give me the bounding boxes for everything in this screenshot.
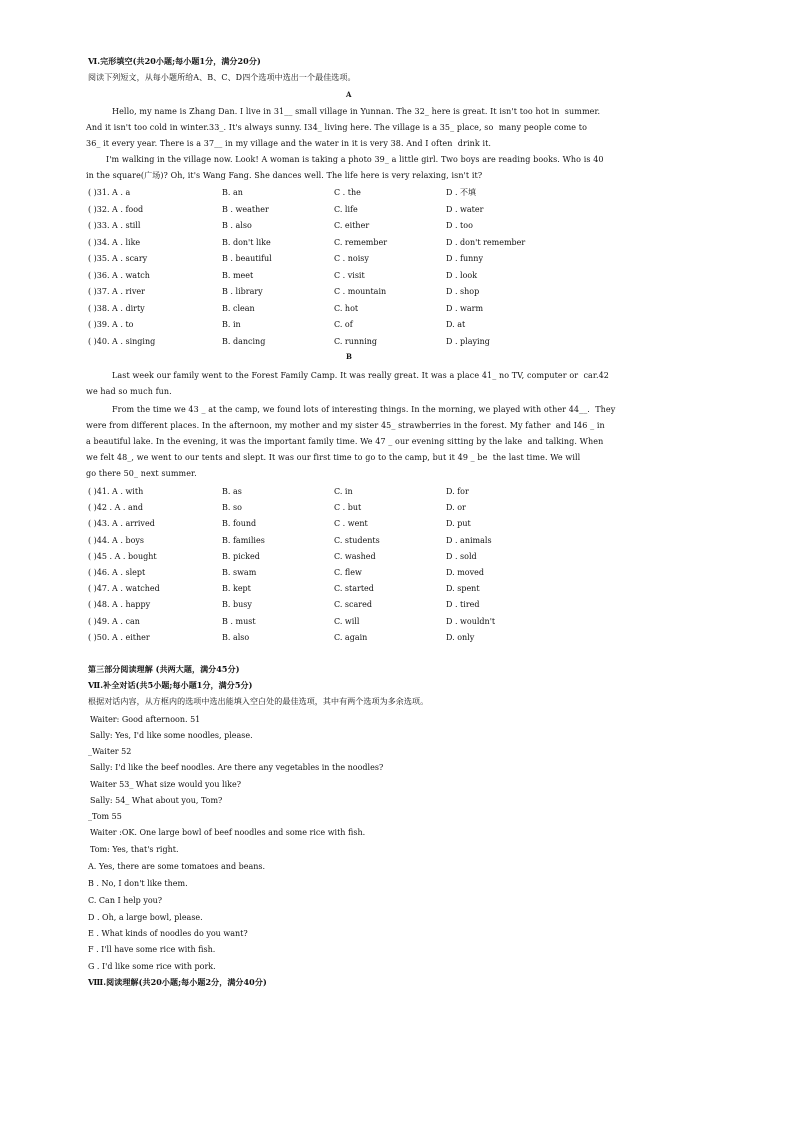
- question-row: [0, 303, 794, 315]
- question-row: [0, 270, 794, 282]
- dialogue-line: Tom: Yes, that's right.: [90, 845, 179, 854]
- question-option-a: ( )32. A . food: [88, 204, 144, 214]
- question-option-d: D . warm: [446, 303, 484, 313]
- question-option-a: ( )41. A . with: [88, 487, 144, 496]
- question-option-b: B. picked: [222, 551, 260, 561]
- question-option-b: B. so: [222, 503, 242, 513]
- question-option-b: B. found: [222, 519, 257, 529]
- question-option-d: D . too: [446, 221, 473, 230]
- question-row: [0, 336, 794, 348]
- question-option-b: B. don't like: [222, 237, 271, 247]
- question-option-b: B . library: [222, 287, 263, 296]
- dialogue-line: _Waiter 52: [88, 747, 132, 756]
- question-row: [0, 567, 794, 579]
- question-option-c: C. scared: [334, 600, 372, 610]
- question-option-b: B . beautiful: [222, 254, 272, 263]
- dialogue-line: Waiter: Good afternoon. 51: [90, 715, 201, 724]
- question-option-a: ( )40. A . singing: [88, 336, 156, 346]
- question-row: [0, 583, 794, 595]
- question-option-c: C . the: [334, 188, 361, 197]
- question-row: [0, 253, 794, 265]
- option-line: F . I'll have some rice with fish.: [88, 945, 216, 954]
- question-option-a: ( )48. A . happy: [88, 600, 151, 610]
- question-option-a: ( )49. A . can: [88, 616, 140, 626]
- passage-a-line: 36_ it every year. There is a 37__ in my village and the water in it is very 38. And I often drink it.: [86, 139, 492, 148]
- question-option-d: D . 不填: [446, 188, 477, 197]
- question-row: [0, 599, 794, 611]
- option-line: G . I'd like some rice with pork.: [88, 962, 216, 971]
- question-option-d: D . funny: [446, 254, 483, 263]
- question-option-b: B. in: [222, 320, 241, 329]
- question-row: [0, 518, 794, 530]
- section8-header: Ⅷ.阅读理解(共20小题;每小题2分，满分40分): [88, 977, 267, 987]
- question-option-c: C . visit: [334, 270, 365, 280]
- passage-b-label: B: [346, 352, 352, 361]
- question-option-b: B. kept: [222, 584, 251, 594]
- passage-a-line: And it isn't too cold in winter.33_. It's always sunny. I34_ living here. The village is a 35_ place, so many people come to: [86, 123, 587, 132]
- question-option-d: D . don't remember: [446, 237, 526, 247]
- question-option-a: ( )42 . A . and: [88, 503, 144, 513]
- question-option-d: D . animals: [446, 535, 492, 545]
- question-option-b: B. as: [222, 487, 242, 496]
- question-option-a: ( )31. A . a: [88, 188, 131, 197]
- dialogue-line: Sally: I'd like the beef noodles. Are there any vegetables in the noodles?: [90, 763, 384, 772]
- question-option-d: D . sold: [446, 551, 477, 561]
- question-option-b: B. busy: [222, 600, 252, 610]
- passage-b-line: we felt 48_, we went to our tents and slept. It was our first time to go to the camp, but it 49 _ be the last time. We will: [86, 453, 581, 462]
- question-option-c: C. again: [334, 632, 368, 642]
- question-option-d: D. at: [446, 320, 466, 329]
- question-option-c: C . went: [334, 519, 368, 529]
- section6-instruction: 阅读下列短文，从每小题所给A、B、C、D四个选项中选出一个最佳选项。: [88, 73, 356, 82]
- question-option-d: D. only: [446, 632, 475, 642]
- question-row: [0, 632, 794, 644]
- question-option-c: C. hot: [334, 303, 359, 313]
- question-option-c: C . mountain: [334, 287, 387, 296]
- question-option-a: ( )46. A . slept: [88, 568, 146, 577]
- question-option-a: ( )39. A . to: [88, 320, 134, 329]
- dialogue-line: Sally: 54_ What about you, Tom?: [90, 796, 223, 805]
- question-row: [0, 551, 794, 563]
- passage-a-label: A: [346, 90, 352, 99]
- option-line: C. Can I help you?: [88, 896, 163, 905]
- question-option-a: ( )36. A . watch: [88, 270, 150, 280]
- option-line: A. Yes, there are some tomatoes and beans.: [88, 862, 266, 871]
- question-option-b: B. swam: [222, 568, 257, 577]
- passage-a-line: Hello, my name is Zhang Dan. I live in 31__ small village in Yunnan. The 32_ here is great. It isn't too hot in summer.: [112, 107, 601, 116]
- dialogue-line: _Tom 55: [88, 812, 122, 821]
- question-option-d: D. or: [446, 503, 466, 513]
- question-option-d: D . tired: [446, 600, 480, 610]
- question-option-d: D . water: [446, 204, 484, 214]
- question-option-b: B . weather: [222, 204, 269, 214]
- question-option-c: C . noisy: [334, 254, 369, 263]
- question-row: [0, 220, 794, 232]
- passage-a-line: in the square(广场)? Oh, it's Wang Fang. She dances well. The life here is very relaxing, isn't it?: [86, 171, 483, 180]
- question-option-d: D . look: [446, 270, 478, 280]
- part3-header: 第三部分阅读理解 (共两大题，满分45分): [88, 664, 240, 674]
- passage-b-line: Last week our family went to the Forest Family Camp. It was really great. It was a place 41_ no TV, computer or car.42: [112, 371, 609, 380]
- question-row: [0, 616, 794, 628]
- question-option-a: ( )43. A . arrived: [88, 519, 155, 529]
- passage-b-line: From the time we 43 _ at the camp, we found lots of interesting things. In the morning, we played with other 44__. They: [112, 405, 616, 414]
- passage-a-line: I'm walking in the village now. Look! A woman is taking a photo 39_ a little girl. Two boys are reading books. Who is 40: [106, 155, 604, 164]
- question-option-d: D . wouldn't: [446, 616, 496, 626]
- question-option-b: B . also: [222, 221, 252, 230]
- question-option-c: C. washed: [334, 551, 376, 561]
- question-option-c: C. of: [334, 320, 353, 329]
- question-option-a: ( )34. A . like: [88, 237, 141, 247]
- question-option-c: C. started: [334, 584, 374, 594]
- question-option-b: B. also: [222, 632, 250, 642]
- question-option-d: D. spent: [446, 584, 480, 594]
- question-row: [0, 535, 794, 547]
- question-option-a: ( )33. A . still: [88, 221, 141, 230]
- section6-header: Ⅵ.完形填空(共20小题;每小题1分，满分20分): [88, 56, 261, 66]
- question-row: [0, 237, 794, 249]
- question-row: [0, 319, 794, 331]
- question-option-c: C. in: [334, 487, 353, 496]
- question-option-c: C. students: [334, 535, 380, 545]
- question-option-a: ( )44. A . boys: [88, 535, 145, 545]
- question-row: [0, 486, 794, 498]
- option-line: B . No, I don't like them.: [88, 879, 188, 888]
- question-option-c: C. flew: [334, 568, 362, 577]
- question-option-c: C. running: [334, 336, 378, 346]
- question-option-d: D . shop: [446, 287, 480, 296]
- question-option-a: ( )47. A . watched: [88, 584, 160, 594]
- option-line: D . Oh, a large bowl, please.: [88, 913, 203, 922]
- question-option-b: B . must: [222, 616, 256, 626]
- dialogue-line: Waiter 53_ What size would you like?: [90, 780, 242, 789]
- question-option-b: B. clean: [222, 303, 255, 313]
- question-option-c: C. remember: [334, 237, 388, 247]
- question-option-d: D. for: [446, 487, 469, 496]
- section7-header: Ⅶ.补全对话(共5小题;每小题1分，满分5分): [88, 680, 253, 690]
- question-option-c: C. life: [334, 204, 358, 214]
- question-option-c: C . but: [334, 503, 362, 513]
- passage-b-line: go there 50_ next summer.: [86, 469, 197, 478]
- dialogue-line: Sally: Yes, I'd like some noodles, please.: [90, 731, 253, 740]
- question-row: [0, 286, 794, 298]
- question-option-a: ( )50. A . either: [88, 632, 150, 642]
- question-option-b: B. an: [222, 188, 243, 197]
- question-row: [0, 502, 794, 514]
- question-option-c: C. either: [334, 221, 370, 230]
- question-option-b: B. families: [222, 535, 265, 545]
- question-option-b: B. meet: [222, 270, 254, 280]
- question-option-d: D. moved: [446, 568, 484, 577]
- question-option-a: ( )45 . A . bought: [88, 551, 157, 561]
- question-option-a: ( )35. A . scary: [88, 254, 148, 263]
- passage-b-line: were from different places. In the afternoon, my mother and my sister 45_ strawberries in the forest. My father and I46 _ in: [86, 421, 605, 430]
- section7-instruction: 根据对话内容，从方框内的选项中选出能填入空白处的最佳选项，其中有两个选项为多余选项。: [88, 697, 429, 706]
- question-option-a: ( )37. A . river: [88, 287, 145, 296]
- question-option-a: ( )38. A . dirty: [88, 303, 145, 313]
- passage-b-line: we had so much fun.: [86, 387, 172, 396]
- question-option-b: B. dancing: [222, 336, 266, 346]
- question-option-d: D. put: [446, 519, 471, 529]
- option-line: E . What kinds of noodles do you want?: [88, 929, 248, 938]
- passage-b-line: a beautiful lake. In the evening, it was the important family time. We 47 _ our evening sitting by the lake and talking. When: [86, 437, 604, 446]
- dialogue-line: Waiter :OK. One large bowl of beef noodles and some rice with fish.: [90, 828, 366, 837]
- question-row: [0, 204, 794, 216]
- question-option-c: C. will: [334, 616, 360, 626]
- question-row: [0, 187, 794, 199]
- question-option-d: D . playing: [446, 336, 490, 346]
